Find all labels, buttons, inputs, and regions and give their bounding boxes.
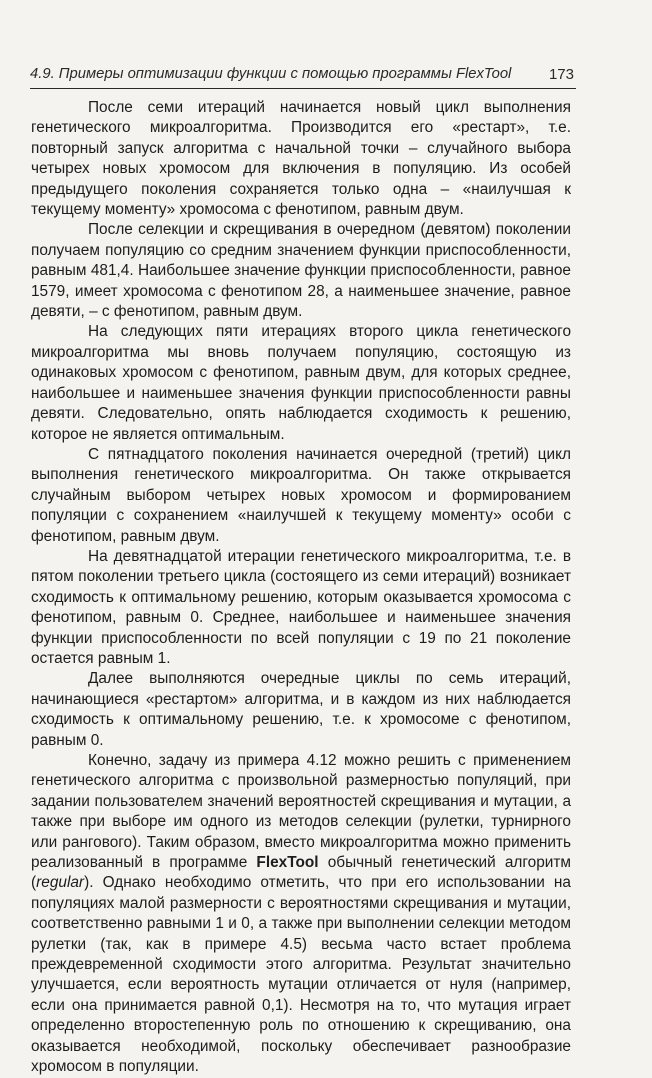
running-head — [30, 60, 576, 89]
body-text — [31, 98, 571, 1078]
page-number: 173 — [548, 66, 574, 83]
paragraph-second-cycle: На следующих пяти итерациях второго цикла генетического микроалгоритма мы вновь получаем популяцию, состоящую из одинаковых хромосом с фенотипом, равным двум, для которых среднее, наибольшее и наименьшее значения функции приспособленности равны девяти. Следовательно, опять наблюдается сходимость к решению, которое не является оптимальным. — [31, 323, 571, 443]
paragraph-regular-algorithm — [31, 751, 571, 1078]
paragraph-nineteenth-iteration: На девятнадцатой итерации генетического микроалгоритма, т.е. в пятом поколении третьего цикла (состоящего из семи итераций) возникает сходимость к оптимальному решению, которым оказывается хромосома с фенотипом, равным 0. Среднее, наибольшее и наименьшее значения функции приспособленности по всей популяции с 19 по 21 поколение остается равным 1. — [31, 547, 571, 667]
paragraph-third-cycle: С пятнадцатого поколения начинается очередной (третий) цикл выполнения генетического микроалгоритма. Он также открывается случайным выбором четырех новых хромосом и формированием популяции с сохранением «наилучшей к текущему моменту» особи с фенотипом, равным двум. — [31, 445, 571, 545]
flextool-term: FlexTool — [256, 854, 319, 872]
paragraph-text-part-2: обычный генетический алгоритм ( — [31, 854, 571, 892]
paragraph-further-cycles: Далее выполняются очередные циклы по семь итераций, начинающиеся «рестартом» алгоритма, и в каждом из них наблюдается сходимость к оптимальному решению, т.е. к хромосоме с фенотипом, равным 0. — [31, 670, 571, 749]
paragraph-text-part-1: Конечно, задачу из примера 4.12 можно решить с применением генетического алгоритма с произвольной размерностью популяций, при задании пользователем значений вероятностей скрещивания и мутации, а также при выборе им одного из методов селекции (рулетки, турнирного или рангового). Таким образом, вместо микроалгоритма можно применить реализованный в программе — [31, 752, 571, 872]
paragraph-text-part-3: ). Однако необходимо отметить, что при его использовании на популяциях малой размерности с вероятностями скрещивания и мутации, соответственно равными 1 и 0, а также при выполнении селекции методом рулетки (так, как в примере 4.5) весьма часто встает проблема преждевременной сходимости этого алгоритма. Результат значительно улучшается, если вероятность мутации отличается от нуля (например, если она принимается равной 0,1). Несмотря на то, что мутация играет определенно второстепенную роль по отношению к скрещиванию, она оказывается необходимой, поскольку обеспечивает разнообразие хромосом в популяции. — [31, 874, 571, 1076]
paragraph-ninth-generation: После селекции и скрещивания в очередном (девятом) поколении получаем популяцию со средним значением функции приспособленности, равным 481,4. Наибольшее значение функции приспособленности, равное 1579, имеет хромосома с фенотипом 28, а наименьшее значение, равное девяти, – с фенотипом, равным двум. — [31, 221, 571, 321]
paragraph-restart-cycle: После семи итераций начинается новый цикл выполнения генетического микроалгоритма. Производится его «рестарт», т.е. повторный запуск алгоритма с начальной точки – случайного выбора четырех новых хромосом для включения в популяцию. Из особей предыдущего поколения сохраняется только одна – «наилучшая к текущему моменту» хромосома с фенотипом, равным двум. — [31, 99, 571, 219]
regular-term: regular — [36, 874, 85, 892]
running-title: 4.9. Примеры оптимизации функции с помощью программы FlexTool — [30, 66, 512, 82]
